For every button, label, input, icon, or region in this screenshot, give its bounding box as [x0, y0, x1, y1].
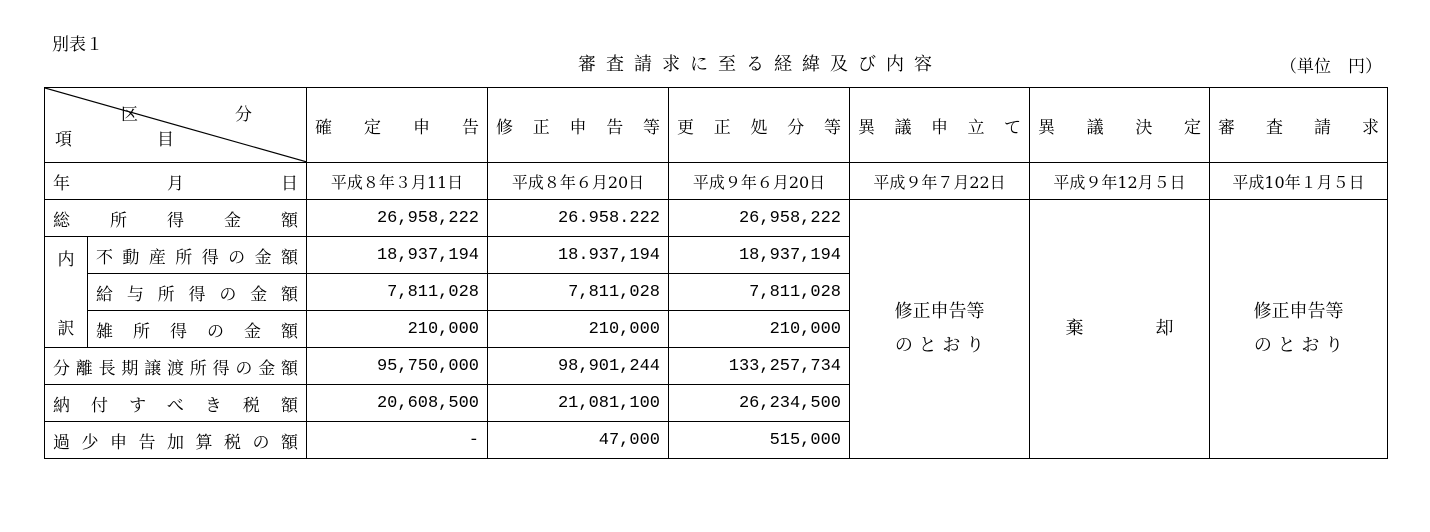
- uchiwake-cell: [45, 237, 88, 348]
- date-row: [45, 163, 1388, 200]
- value-cell: 18.937,194: [488, 237, 669, 274]
- value-cell: 7,811,028: [488, 274, 669, 311]
- uchiwake-bottom: 訳: [57, 319, 75, 339]
- value-cell: 26,958,222: [307, 200, 488, 237]
- merged-review-result: [1210, 200, 1388, 459]
- col-header-kousei: 更正処分等: [669, 88, 850, 163]
- date-cell: 平成９年６月20日: [669, 163, 850, 200]
- review-line1: 修正申告等: [1253, 301, 1344, 322]
- row-label-under-report-penalty: 過少申告加算税の額: [45, 422, 307, 459]
- col-header-shinsa: 審 査 請 求: [1210, 88, 1388, 163]
- objection-line1: 修正申告等: [894, 301, 985, 322]
- table-row: [45, 200, 1388, 237]
- value-cell: 7,811,028: [307, 274, 488, 311]
- merged-objection-result: [850, 200, 1030, 459]
- value-cell: 26,234,500: [669, 385, 850, 422]
- date-cell: 平成９年12月５日: [1030, 163, 1210, 200]
- objection-line2: の と お り: [894, 335, 985, 356]
- col-header-igi-kettei: 異 議 決 定: [1030, 88, 1210, 163]
- value-cell: 21,081,100: [488, 385, 669, 422]
- date-cell: 平成10年１月５日: [1210, 163, 1388, 200]
- value-cell: 18,937,194: [307, 237, 488, 274]
- value-cell: 47,000: [488, 422, 669, 459]
- col-header-kakutei: 確 定 申 告: [307, 88, 488, 163]
- row-label-total-income: 総所得金額: [45, 200, 307, 237]
- value-cell: 26.958.222: [488, 200, 669, 237]
- review-line2: の と お り: [1253, 335, 1344, 356]
- value-cell: 7,811,028: [669, 274, 850, 311]
- value-cell: 210,000: [488, 311, 669, 348]
- row-label-misc: 雑所得の金額: [88, 311, 307, 348]
- row-label-separate-transfer: 分離長期譲渡所得の金額: [45, 348, 307, 385]
- value-cell: -: [307, 422, 488, 459]
- value-cell: 210,000: [307, 311, 488, 348]
- document-title: 審査請求に至る経緯及び内容: [578, 54, 942, 75]
- value-cell: 515,000: [669, 422, 850, 459]
- value-cell: 20,608,500: [307, 385, 488, 422]
- row-label-tax-payable: 納付すべき税額: [45, 385, 307, 422]
- col-header-shusei: 修正申告等: [488, 88, 669, 163]
- col-header-igi-moshitate: 異議申立て: [850, 88, 1030, 163]
- value-cell: 133,257,734: [669, 348, 850, 385]
- value-cell: 95,750,000: [307, 348, 488, 385]
- value-cell: 98,901,244: [488, 348, 669, 385]
- document-label: 別表１: [52, 35, 103, 55]
- value-cell: 210,000: [669, 311, 850, 348]
- date-cell: 平成８年３月11日: [307, 163, 488, 200]
- date-cell: 平成９年７月22日: [850, 163, 1030, 200]
- history-table: [44, 87, 1388, 459]
- header-koumoku: 項 目: [55, 130, 208, 150]
- row-label-salary: 給与所得の金額: [88, 274, 307, 311]
- row-label-real-estate: 不動産所得の金額: [88, 237, 307, 274]
- date-cell: 平成８年６月20日: [488, 163, 669, 200]
- uchiwake-top: 内: [57, 250, 75, 270]
- merged-decision-result: 棄 却: [1030, 200, 1210, 459]
- value-cell: 26,958,222: [669, 200, 850, 237]
- header-corner: [45, 88, 307, 163]
- value-cell: 18,937,194: [669, 237, 850, 274]
- date-row-label: 年 月 日: [45, 163, 307, 200]
- unit-note: （単位 円）: [1280, 57, 1382, 77]
- header-kubun: 区 分: [121, 105, 292, 125]
